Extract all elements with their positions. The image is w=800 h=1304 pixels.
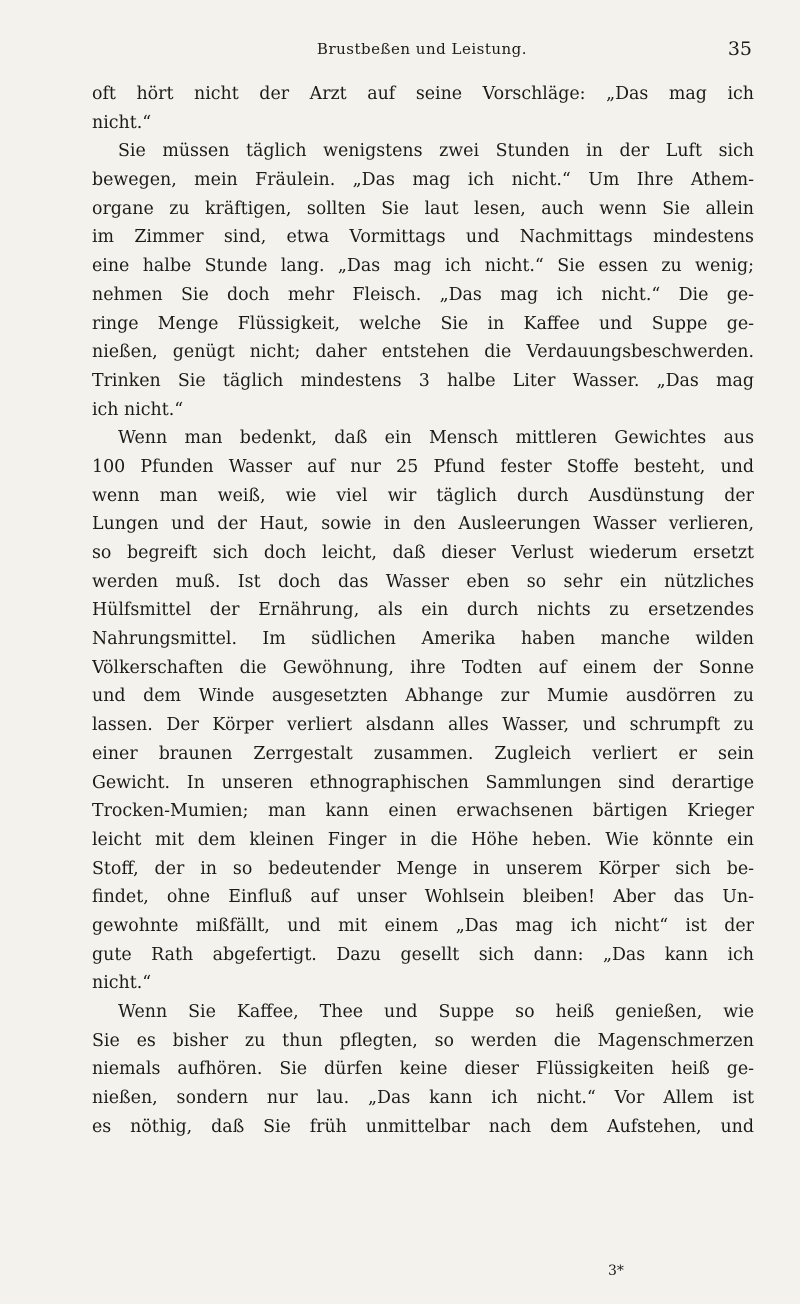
- text-line: niemals aufhören. Sie dürfen keine dieser Flüssigkeiten heiß ge-: [92, 1059, 754, 1080]
- text-line: organe zu kräftigen, sollten Sie laut lesen, auch wenn Sie allein: [92, 198, 754, 219]
- text-line: und dem Winde ausgesetzten Abhange zur Mumie ausdörren zu: [92, 686, 754, 707]
- text-line: nießen, sondern nur lau. „Das kann ich nicht.“ Vor Allem ist: [92, 1088, 754, 1109]
- text-line: Völkerschaften die Gewöhnung, ihre Todten auf einem der Sonne: [92, 657, 754, 678]
- text-line: Trinken Sie täglich mindestens 3 halbe Liter Wasser. „Das mag: [92, 370, 754, 391]
- text-line: Lungen und der Haut, sowie in den Ausleerungen Wasser verlieren,: [92, 514, 754, 535]
- text-line: werden muß. Ist doch das Wasser eben so sehr ein nützliches: [92, 571, 754, 592]
- text-line: Gewicht. In unseren ethnographischen Sammlungen sind derartige: [92, 772, 754, 793]
- page-number: 35: [727, 38, 752, 60]
- text-line: ich nicht.“: [92, 399, 184, 420]
- text-line: ringe Menge Flüssigkeit, welche Sie in Kaffee und Suppe ge-: [92, 313, 754, 334]
- text-line: Stoff, der in so bedeutender Menge in unserem Körper sich be-: [92, 858, 754, 879]
- text-line: lassen. Der Körper verliert alsdann alles Wasser, und schrumpft zu: [92, 715, 754, 736]
- text-line: gewohnte mißfällt, und mit einem „Das mag ich nicht“ ist der: [92, 915, 754, 936]
- text-line: Sie es bisher zu thun pflegten, so werden die Magenschmerzen: [92, 1030, 754, 1051]
- text-line: nießen, genügt nicht; daher entstehen die Verdauungsbeschwerden.: [92, 342, 754, 363]
- running-head: Brustbeßen und Leistung.: [316, 40, 528, 58]
- text-line: Wenn man bedenkt, daß ein Mensch mittleren Gewichtes aus: [118, 428, 754, 449]
- text-line: so begreift sich doch leicht, daß dieser Verlust wiederum ersetzt: [92, 543, 754, 563]
- text-line: Sie müssen täglich wenigstens zwei Stunden in der Luft sich: [118, 141, 754, 162]
- text-line: findet, ohne Einfluß auf unser Wohlsein bleiben! Aber das Un-: [92, 887, 754, 908]
- text-line: oft hört nicht der Arzt auf seine Vorschläge: „Das mag ich: [92, 84, 754, 104]
- text-line: leicht mit dem kleinen Finger in die Höhe heben. Wie könnte ein: [92, 829, 754, 850]
- text-line: es nöthig, daß Sie früh unmittelbar nach dem Aufstehen, und: [92, 1116, 754, 1137]
- text-line: eine halbe Stunde lang. „Das mag ich nicht.“ Sie essen zu wenig;: [92, 256, 754, 277]
- page-header: [92, 38, 752, 64]
- text-line: Trocken-Mumien; man kann einen erwachsenen bärtigen Krieger: [92, 801, 754, 822]
- text-line: nicht.“: [92, 973, 152, 994]
- text-line: 100 Pfunden Wasser auf nur 25 Pfund fester Stoffe besteht, und: [92, 456, 754, 477]
- text-line: bewegen, mein Fräulein. „Das mag ich nicht.“ Um Ihre Athem-: [92, 170, 754, 191]
- text-line: Wenn Sie Kaffee, Thee und Suppe so heiß genießen, wie: [118, 1002, 754, 1022]
- body-text: [92, 80, 754, 1141]
- text-line: Hülfsmittel der Ernährung, als ein durch nichts zu ersetzendes: [92, 600, 754, 621]
- text-line: nicht.“: [92, 112, 152, 133]
- text-line: wenn man weiß, wie viel wir täglich durch Ausdünstung der: [92, 485, 754, 506]
- text-line: einer braunen Zerrgestalt zusammen. Zugleich verliert er sein: [92, 743, 754, 764]
- text-line: im Zimmer sind, etwa Vormittags und Nachmittags mindestens: [92, 227, 754, 248]
- text-line: nehmen Sie doch mehr Fleisch. „Das mag ich nicht.“ Die ge-: [92, 284, 754, 305]
- text-line: Nahrungsmittel. Im südlichen Amerika haben manche wilden: [92, 629, 754, 650]
- signature-mark: 3*: [608, 1263, 624, 1279]
- text-line: gute Rath abgefertigt. Dazu gesellt sich dann: „Das kann ich: [92, 944, 754, 965]
